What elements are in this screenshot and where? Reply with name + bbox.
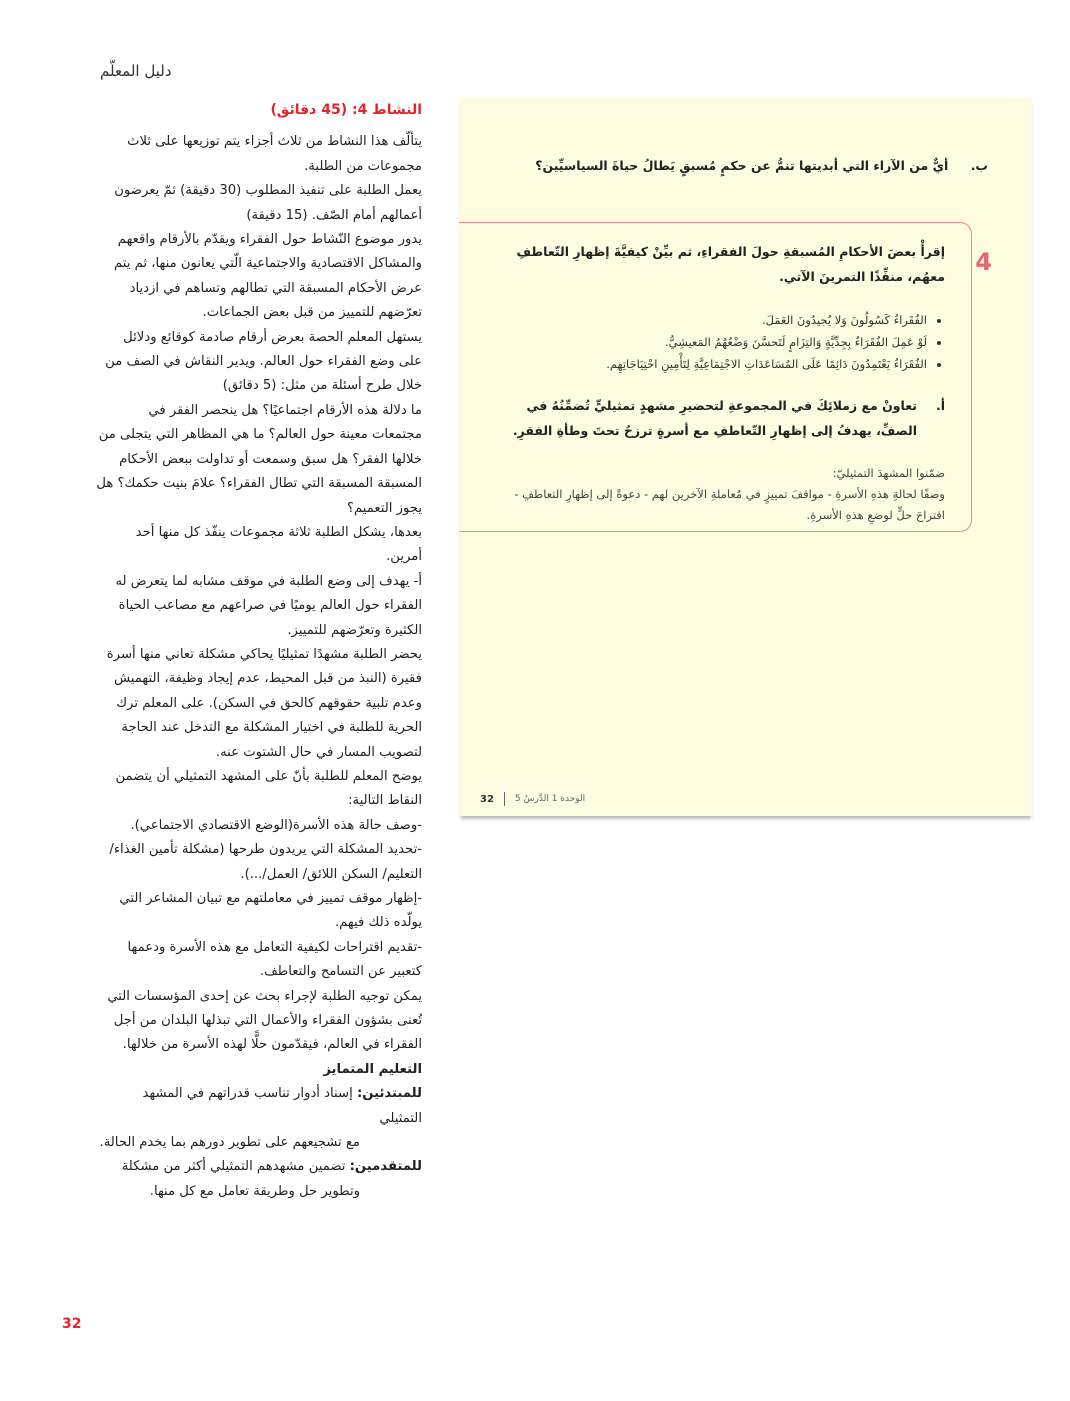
question-b-label: ب. [970,158,988,173]
paragraph: بعدها، يشكل الطلبة ثلاثة مجموعات ينفّذ كل منها أحد أمرين. [135,524,422,565]
question-b-text: أيٌّ من الآراء التي أبديتها تنمُّ عن حكمٍ مُسبقٍ يَطالُ حياةَ السياسيِّين؟ [535,158,949,173]
beginners-line [96,1082,422,1131]
answer-line: وصفًا لحالةِ هذهِ الأسرةِ - مواقفَ تمييزٍ في مُعاملةِ الآخرين لهم - دعوةً إلى إظهارِ التعاطفِ - اقتراحَ حلٍّ لوضعِ هذهِ الأسرةِ. [514,487,945,522]
task-a-label: أ. [935,398,945,413]
unit-lesson-label: الوحدة 1 الدَّرسُ 5 [514,794,586,804]
list-item: -تحديد المشكلة التي يريدون طرحها (مشكلة تأمين الغذاء/ التعليم/ السكن اللائق/ العمل/...). [109,842,422,882]
list-item: • الفُقَرَاءُ يَعْتَمِدُونَ دَائِمًا عَلَى المُسَاعَدَاتِ الاجْتِمَاعِيَّةِ لِتَأْمِينِ احْتِيَاجَاتِهِم. [485,353,927,375]
prejudice-list [485,309,945,375]
paragraph: يعمل الطلبة على تنفيذ المطلوب (30 دقيقة) ثمّ يعرضون أعمالهم أمام الصّف. (15 دقيقة) [114,183,422,223]
beginners-label: للمبتدئين: [356,1086,422,1102]
advanced-text-cont: وتطوير حل وطريقة تعامل مع كل منها. [149,1183,360,1199]
activity-title: النشاط 4: (45 دقائق) [270,102,422,118]
list-item: -تقديم اقتراحات لكيفية التعامل مع هذه الأسرة ودعمها كتعبير عن التسامح والتعاطف. [127,939,422,980]
advanced-text: تضمين مشهدهم التمثيلي أكثر من مشكلة [121,1159,350,1175]
paragraph: يتألّف هذا النشاط من ثلاث أجزاء يتم توزيعها على ثلاث مجموعات من الطلبة. [127,134,422,174]
beginners-text-cont: مع تشجيعهم على تطوير دورهم بما يخدم الحالة. [99,1135,360,1151]
question-b [468,158,988,173]
student-page-footer [480,792,585,806]
paragraph: يدور موضوع النّشاط حول الفقراء ويقدّم بالأرقام واقعهم والمشاكل الاقتصادية والاجتماعية الّتي يعانون منها، ثم يتم عرض الأحكام المسبقة التي تطالهم وتساهم في ازدياد تعرّضهم للتمييز من قبل بعض الجماعات. [114,232,422,321]
paragraph: يمكن توجيه الطلبة لإجراء بحث عن إحدى المؤسسات التي تُعنى بشؤون الفقراء والأعمال التي تبذلها البلدان من أجل الفقراء في العالم، فيقدّمون حلًّا لهذه الأسرة من خلالها. [107,988,422,1053]
answer-key [485,463,945,526]
list-item: -إظهار موقف تمييز في معاملتهم مع تبيان المشاعر التي يولّده ذلك فيهم. [119,891,422,931]
paragraph: يحضر الطلبة مشهدًا تمثيليًا يحاكي مشكلة تعاني منها أسرة فقيرة (النبذ من قبل المحيط، عدم إيجاد وظيفة، التهميش وعدم تلبية حقوقهم كالحق في السكن). على المعلم ترك الحرية للطلبة في اختيار المشكلة مع التدخل عند الحاجة لتصويب المسار في حال الشتوت عنه. [106,646,422,760]
list-item: • الفُقَراءُ كَسُولُونَ وَلا يُجيدُونَ العَمَلَ. [485,309,927,331]
differentiated-title: التعليم المتمايز [323,1061,422,1077]
paragraph: يوضح المعلم للطلبة بأنّ على المشهد التمثيلي أن يتضمن النقاط التالية: [115,768,422,809]
exercise-number: 4 [975,248,992,276]
exercise-box [459,222,972,532]
paragraph: يستهل المعلم الحصة بعرض أرقام صادمة كوقائع ودلائل على وضع الفقراء حول العالم. ويدير النقاش في الصف من خلال طرح أسئلة من مثل: (5 دقائق) [105,329,422,394]
paragraph: ما دلالة هذه الأرقام اجتماعيًا؟ هل ينحصر الفقر في مجتمعات معينة حول العالم؟ ما هي المظاهر التي يتجلى من خلالها الفقر؟ هل سبق وسمعت أو تداولت ببعض الأحكام المسبقة المسبقة التي تطال الفقراء؟ علامَ بنيت حكمك؟ هل يجوز التعميم؟ [96,402,422,516]
task-a-text: تعاونْ مع زملائِكَ في المجموعةِ لتحضيرِ مشهدٍ تمثيليٍّ تُضمِّنُهُ في الصفِّ، يهدفُ إلى إظهارِ التّعاطفِ مع أسرةٍ ترزحُ تحتَ وطأةِ الفقرِ. [512,398,917,438]
beginners-text: إسناد أدوار تناسب قدراتهم في المشهد التمثيلي [142,1086,422,1126]
paragraph: أ- يهدف إلى وضع الطلبة في موقف مشابه لما يتعرض له الفقراء حول العالم يوميًا في صراعهم مع مصاعب الحياة الكثيرة وتعرّضهم للتمييز. [115,573,422,638]
task-a [485,393,945,443]
divider [504,792,505,806]
student-page-number: 32 [480,793,494,805]
exercise-instruction: إقرأْ بعضَ الأحكامِ المُسبقةِ حولَ الفقراءِ، ثم بيِّنْ كيفيَّةَ إظهارِ التّعاطفِ معهُم، منفِّذًا التمرينَ الآتي. [516,244,945,284]
advanced-line [96,1155,422,1179]
answer-line: ضمّنوا المشهدَ التمثيليّ: [832,466,945,480]
page-number: 32 [62,1316,82,1332]
teacher-notes [96,98,422,1204]
list-item: • لَوْ عَمِلَ الفُقَرَاءُ بِجِدِّيَّةٍ وَالتِزَامٍ لَتَحسَّنَ وَضْعُهُمُ المَعيشِيُّ. [485,331,927,353]
advanced-label: للمتقدمين: [349,1159,422,1175]
guide-title: دليل المعلّم [100,62,172,80]
student-page-thumbnail [460,98,1032,816]
list-item: -وصف حالة هذه الأسرة(الوضع الاقتصادي الاجتماعي). [130,817,422,833]
